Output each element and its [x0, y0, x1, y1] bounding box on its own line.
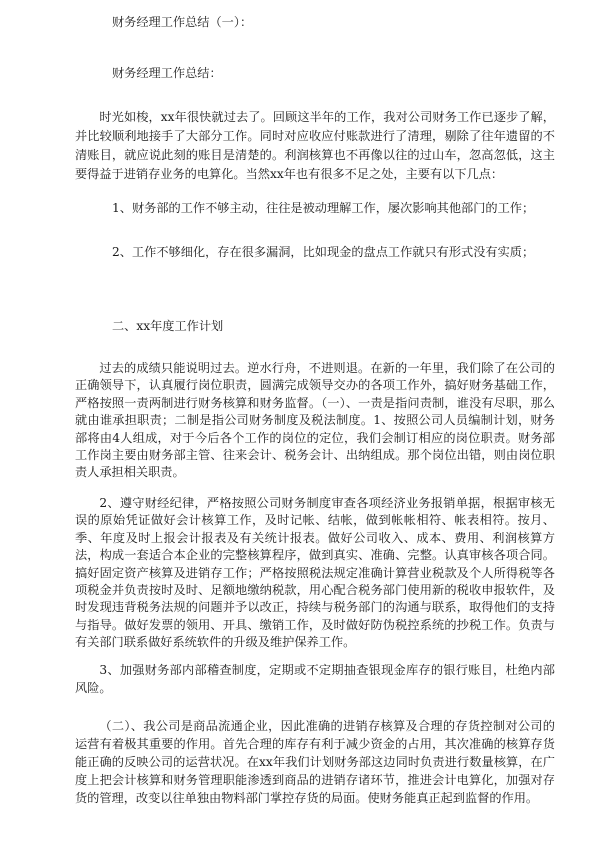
- plan-paragraph-4: （二）、我公司是商品流通企业，因此准确的进销存核算及合理的存货控制对公司的运营有着极其重要的作用。首先合理的库存有利于减少资金的占用，其次准确的核算存货能正确的反映公司的运营状况。在xx年我们计划财务部这边同时负责进行数量核算，在广度上把会计核算和财务管理职能渗透到商品的进销存诸环节，推进会计电算化，加强对存货的管理，改变以往单独由物料部门掌控存货的局面。使财务能真正起到监督的作用。: [75, 719, 555, 805]
- plan-paragraph-3: 3、加强财务部内部稽查制度，定期或不定期抽查银现金库存的银行账目，杜绝内部风险。: [75, 663, 555, 695]
- document-subtitle: 财务经理工作总结：: [112, 66, 222, 80]
- plan-paragraph-1: 过去的成绩只能说明过去。逆水行舟，不进则退。在新的一年里，我们除了在公司的正确领导下，认真履行岗位职责，圆满完成领导交办的各项工作外，搞好财务基础工作，严格按照一责两制进行财务核算和财务监督。（一）、一责是指问责制，谁没有尽职，那么就由谁承担职责；二制是指公司财务制度及税法制度。1、按照公司人员编制计划，财务部将由4人组成，对于今后各个工作的岗位的定位，我们会制订相应的岗位职责。财务部工作岗主要由财务部主管、往来会计、税务会计、出纳组成。那个岗位出错，则由岗位职责人承担相关职责。: [75, 361, 555, 480]
- shortcoming-point-1: 1、财务部的工作不够主动，往往是被动理解工作，屡次影响其他部门的工作；: [112, 201, 535, 215]
- section-2-heading: 二、xx年度工作计划: [112, 319, 224, 333]
- plan-paragraph-2: 2、遵守财经纪律，严格按照公司财务制度审查各项经济业务报销单据，根据审核无误的原始凭证做好会计核算工作，及时记帐、结帐，做到帐帐相符、帐表相符。按月、季、年度及时上报会计报表及有关统计报表。做好公司收入、成本、费用、利润核算方法，构成一套适合本企业的完整核算程序，做到真实、准确、完整。认真审核各项合同。搞好固定资产核算及进销存工作；严格按照税法规定准确计算营业税款及个人所得税等各项税金并负责按时及时、足额地缴纳税款，用心配合税务部门使用新的税收申报软件，及时发现违背税务法规的问题并予以改正，持续与税务部门的沟通与联系，取得他们的支持与指导。做好发票的领用、开具、缴销工作，及时做好防伪税控系统的抄税工作。负责与有关部门联系做好系统软件的升级及维护保养工作。: [75, 496, 555, 650]
- document-title: 财务经理工作总结（一）：: [112, 15, 253, 29]
- intro-paragraph: 时光如梭，xx年很快就过去了。回顾这半年的工作，我对公司财务工作已逐步了解，并比较顺利地接手了大部分工作。同时对应收应付账款进行了清理，剔除了往年遗留的不清账目，就应说此刻的账目是清楚的。利润核算也不再像以往的过山车，忽高忽低，这主要得益于进销存业务的电算化。当然xx年也有很多不足之处，主要有以下几点：: [75, 110, 555, 181]
- shortcoming-point-2: 2、工作不够细化，存在很多漏洞，比如现金的盘点工作就只有形式没有实质；: [112, 245, 535, 259]
